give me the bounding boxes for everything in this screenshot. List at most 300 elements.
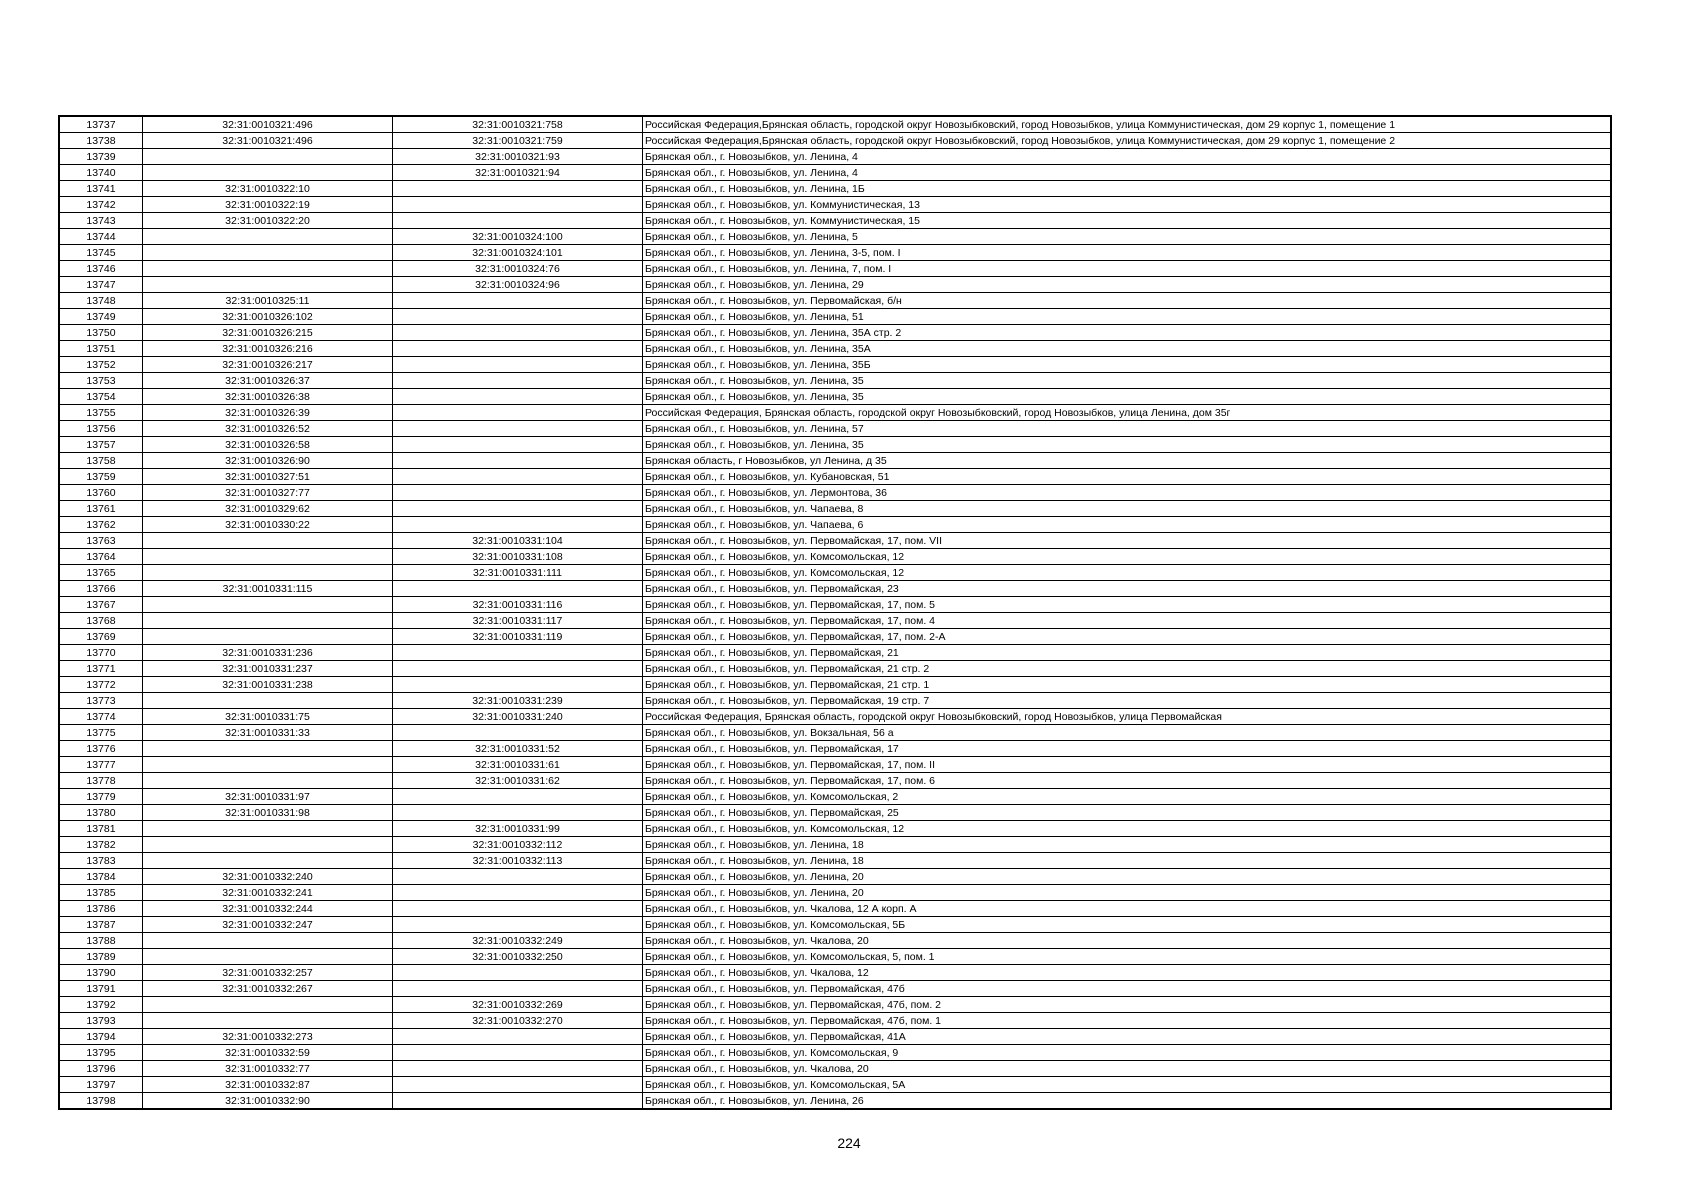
address-cell: Брянская обл., г. Новозыбков, ул. Ленина, 35Б	[643, 357, 1612, 373]
object-number-cell	[393, 1045, 643, 1061]
object-number-cell: 32:31:0010331:62	[393, 773, 643, 789]
table-row	[59, 869, 1611, 885]
parcel-number-cell: 32:31:0010331:236	[143, 645, 393, 661]
object-number-cell	[393, 661, 643, 677]
object-number-cell	[393, 181, 643, 197]
object-number-cell: 32:31:0010331:117	[393, 613, 643, 629]
table-row	[59, 197, 1611, 213]
address-cell: Брянская обл., г. Новозыбков, ул. Ленина, 35А стр. 2	[643, 325, 1612, 341]
address-cell: Брянская область, г Новозыбков, ул Ленина, д 35	[643, 453, 1612, 469]
table-row	[59, 821, 1611, 837]
table-row	[59, 597, 1611, 613]
object-number-cell: 32:31:0010321:93	[393, 149, 643, 165]
page-number: 224	[837, 1135, 861, 1151]
table-row	[59, 357, 1611, 373]
row-number-cell: 13751	[59, 341, 143, 357]
parcel-number-cell: 32:31:0010332:77	[143, 1061, 393, 1077]
parcel-number-cell	[143, 277, 393, 293]
row-number-cell: 13795	[59, 1045, 143, 1061]
table-row	[59, 885, 1611, 901]
table-row	[59, 789, 1611, 805]
parcel-number-cell: 32:31:0010326:38	[143, 389, 393, 405]
parcel-number-cell: 32:31:0010332:241	[143, 885, 393, 901]
row-number-cell: 13756	[59, 421, 143, 437]
row-number-cell: 13774	[59, 709, 143, 725]
parcel-number-cell: 32:31:0010331:97	[143, 789, 393, 805]
table-row	[59, 181, 1611, 197]
object-number-cell	[393, 917, 643, 933]
parcel-number-cell: 32:31:0010329:62	[143, 501, 393, 517]
address-cell: Брянская обл., г. Новозыбков, ул. Первомайская, 25	[643, 805, 1612, 821]
object-number-cell	[393, 1077, 643, 1093]
parcel-number-cell: 32:31:0010332:90	[143, 1093, 393, 1110]
row-number-cell: 13797	[59, 1077, 143, 1093]
address-cell: Брянская обл., г. Новозыбков, ул. Кубановская, 51	[643, 469, 1612, 485]
table-row	[59, 485, 1611, 501]
object-number-cell	[393, 581, 643, 597]
object-number-cell: 32:31:0010331:104	[393, 533, 643, 549]
row-number-cell: 13777	[59, 757, 143, 773]
object-number-cell	[393, 421, 643, 437]
object-number-cell	[393, 789, 643, 805]
address-cell: Российская Федерация,Брянская область, городской округ Новозыбковский, город Новозыбков, улица Коммунистическая, дом 29 корпус 1, помещение 1	[643, 116, 1612, 133]
object-number-cell: 32:31:0010331:119	[393, 629, 643, 645]
address-cell: Брянская обл., г. Новозыбков, ул. Коммунистическая, 13	[643, 197, 1612, 213]
object-number-cell	[393, 437, 643, 453]
parcel-number-cell: 32:31:0010330:22	[143, 517, 393, 533]
address-cell: Брянская обл., г. Новозыбков, ул. Первомайская, б/н	[643, 293, 1612, 309]
object-number-cell: 32:31:0010331:52	[393, 741, 643, 757]
table-row	[59, 213, 1611, 229]
row-number-cell: 13764	[59, 549, 143, 565]
row-number-cell: 13798	[59, 1093, 143, 1110]
parcel-number-cell: 32:31:0010321:496	[143, 116, 393, 133]
table-row	[59, 549, 1611, 565]
object-number-cell	[393, 469, 643, 485]
table-row	[59, 901, 1611, 917]
parcel-number-cell: 32:31:0010326:37	[143, 373, 393, 389]
object-number-cell	[393, 965, 643, 981]
address-cell: Брянская обл., г. Новозыбков, ул. Ленина, 3-5, пом. I	[643, 245, 1612, 261]
address-cell: Брянская обл., г. Новозыбков, ул. Комсомольская, 5Б	[643, 917, 1612, 933]
parcel-number-cell	[143, 261, 393, 277]
address-cell: Российская Федерация,Брянская область, городской округ Новозыбковский, город Новозыбков, улица Коммунистическая, дом 29 корпус 1, помещение 2	[643, 133, 1612, 149]
row-number-cell: 13767	[59, 597, 143, 613]
table-row	[59, 917, 1611, 933]
row-number-cell: 13790	[59, 965, 143, 981]
row-number-cell: 13768	[59, 613, 143, 629]
table-row	[59, 1093, 1611, 1110]
object-number-cell	[393, 901, 643, 917]
object-number-cell	[393, 1029, 643, 1045]
object-number-cell: 32:31:0010331:111	[393, 565, 643, 581]
address-cell: Российская Федерация, Брянская область, городской округ Новозыбковский, город Новозыбков, улица Первомайская	[643, 709, 1612, 725]
parcel-number-cell: 32:31:0010327:51	[143, 469, 393, 485]
row-number-cell: 13739	[59, 149, 143, 165]
address-cell: Брянская обл., г. Новозыбков, ул. Чкалова, 12	[643, 965, 1612, 981]
address-cell: Брянская обл., г. Новозыбков, ул. Ленина, 35	[643, 389, 1612, 405]
parcel-number-cell: 32:31:0010326:90	[143, 453, 393, 469]
address-cell: Брянская обл., г. Новозыбков, ул. Первомайская, 19 стр. 7	[643, 693, 1612, 709]
object-number-cell	[393, 293, 643, 309]
object-number-cell: 32:31:0010324:76	[393, 261, 643, 277]
object-number-cell	[393, 1061, 643, 1077]
parcel-number-cell	[143, 837, 393, 853]
address-cell: Брянская обл., г. Новозыбков, ул. Комсомольская, 2	[643, 789, 1612, 805]
object-number-cell: 32:31:0010321:758	[393, 116, 643, 133]
object-number-cell	[393, 213, 643, 229]
address-cell: Брянская обл., г. Новозыбков, ул. Первомайская, 17, пом. 6	[643, 773, 1612, 789]
parcel-number-cell	[143, 757, 393, 773]
parcel-number-cell	[143, 565, 393, 581]
parcel-number-cell: 32:31:0010332:257	[143, 965, 393, 981]
address-cell: Брянская обл., г. Новозыбков, ул. Чкалова, 20	[643, 933, 1612, 949]
address-cell: Брянская обл., г. Новозыбков, ул. Ленина, 57	[643, 421, 1612, 437]
row-number-cell: 13740	[59, 165, 143, 181]
object-number-cell: 32:31:0010321:94	[393, 165, 643, 181]
address-cell: Брянская обл., г. Новозыбков, ул. Комсомольская, 12	[643, 821, 1612, 837]
object-number-cell	[393, 453, 643, 469]
row-number-cell: 13796	[59, 1061, 143, 1077]
object-number-cell	[393, 485, 643, 501]
object-number-cell	[393, 197, 643, 213]
object-number-cell	[393, 517, 643, 533]
object-number-cell	[393, 805, 643, 821]
table-row	[59, 693, 1611, 709]
table-row	[59, 261, 1611, 277]
row-number-cell: 13792	[59, 997, 143, 1013]
parcel-number-cell	[143, 821, 393, 837]
table-row	[59, 453, 1611, 469]
parcel-number-cell	[143, 597, 393, 613]
parcel-number-cell: 32:31:0010332:273	[143, 1029, 393, 1045]
object-number-cell: 32:31:0010332:112	[393, 837, 643, 853]
address-cell: Брянская обл., г. Новозыбков, ул. Первомайская, 47б	[643, 981, 1612, 997]
object-number-cell	[393, 373, 643, 389]
parcel-number-cell	[143, 853, 393, 869]
table-row	[59, 405, 1611, 421]
address-cell: Брянская обл., г. Новозыбков, ул. Первомайская, 47б, пом. 1	[643, 1013, 1612, 1029]
parcel-number-cell: 32:31:0010326:102	[143, 309, 393, 325]
object-number-cell: 32:31:0010332:270	[393, 1013, 643, 1029]
row-number-cell: 13769	[59, 629, 143, 645]
table-row	[59, 469, 1611, 485]
address-cell: Брянская обл., г. Новозыбков, ул. Вокзальная, 56 а	[643, 725, 1612, 741]
address-cell: Брянская обл., г. Новозыбков, ул. Чапаева, 8	[643, 501, 1612, 517]
object-number-cell: 32:31:0010331:61	[393, 757, 643, 773]
row-number-cell: 13793	[59, 1013, 143, 1029]
table-row	[59, 229, 1611, 245]
address-cell: Брянская обл., г. Новозыбков, ул. Ленина, 5	[643, 229, 1612, 245]
registry-table	[58, 115, 1612, 1110]
parcel-number-cell	[143, 773, 393, 789]
table-row	[59, 341, 1611, 357]
row-number-cell: 13772	[59, 677, 143, 693]
parcel-number-cell: 32:31:0010332:59	[143, 1045, 393, 1061]
object-number-cell	[393, 885, 643, 901]
parcel-number-cell	[143, 741, 393, 757]
object-number-cell	[393, 405, 643, 421]
table-row	[59, 725, 1611, 741]
address-cell: Брянская обл., г. Новозыбков, ул. Первомайская, 17, пом. VII	[643, 533, 1612, 549]
registry-table-body	[59, 116, 1611, 1109]
row-number-cell: 13765	[59, 565, 143, 581]
row-number-cell: 13778	[59, 773, 143, 789]
row-number-cell: 13759	[59, 469, 143, 485]
parcel-number-cell	[143, 949, 393, 965]
object-number-cell	[393, 325, 643, 341]
object-number-cell: 32:31:0010331:116	[393, 597, 643, 613]
row-number-cell: 13771	[59, 661, 143, 677]
table-row	[59, 309, 1611, 325]
object-number-cell: 32:31:0010324:101	[393, 245, 643, 261]
address-cell: Брянская обл., г. Новозыбков, ул. Первомайская, 41А	[643, 1029, 1612, 1045]
parcel-number-cell: 32:31:0010326:215	[143, 325, 393, 341]
parcel-number-cell: 32:31:0010331:33	[143, 725, 393, 741]
parcel-number-cell: 32:31:0010331:238	[143, 677, 393, 693]
row-number-cell: 13788	[59, 933, 143, 949]
address-cell: Брянская обл., г. Новозыбков, ул. Ленина, 51	[643, 309, 1612, 325]
address-cell: Брянская обл., г. Новозыбков, ул. Первомайская, 23	[643, 581, 1612, 597]
object-number-cell	[393, 309, 643, 325]
parcel-number-cell: 32:31:0010325:11	[143, 293, 393, 309]
object-number-cell: 32:31:0010331:240	[393, 709, 643, 725]
row-number-cell: 13746	[59, 261, 143, 277]
row-number-cell: 13770	[59, 645, 143, 661]
table-row	[59, 373, 1611, 389]
table-row	[59, 933, 1611, 949]
row-number-cell: 13763	[59, 533, 143, 549]
object-number-cell: 32:31:0010324:100	[393, 229, 643, 245]
table-row	[59, 741, 1611, 757]
row-number-cell: 13781	[59, 821, 143, 837]
parcel-number-cell: 32:31:0010331:115	[143, 581, 393, 597]
object-number-cell	[393, 677, 643, 693]
row-number-cell: 13787	[59, 917, 143, 933]
parcel-number-cell: 32:31:0010331:75	[143, 709, 393, 725]
address-cell: Брянская обл., г. Новозыбков, ул. Первомайская, 47б, пом. 2	[643, 997, 1612, 1013]
object-number-cell: 32:31:0010331:108	[393, 549, 643, 565]
table-row	[59, 1013, 1611, 1029]
table-row	[59, 325, 1611, 341]
table-row	[59, 837, 1611, 853]
table-row	[59, 1061, 1611, 1077]
row-number-cell: 13791	[59, 981, 143, 997]
address-cell: Брянская обл., г. Новозыбков, ул. Ленина, 1Б	[643, 181, 1612, 197]
row-number-cell: 13742	[59, 197, 143, 213]
object-number-cell	[393, 357, 643, 373]
address-cell: Брянская обл., г. Новозыбков, ул. Ленина, 4	[643, 165, 1612, 181]
address-cell: Брянская обл., г. Новозыбков, ул. Первомайская, 21 стр. 2	[643, 661, 1612, 677]
parcel-number-cell: 32:31:0010332:240	[143, 869, 393, 885]
object-number-cell	[393, 501, 643, 517]
address-cell: Брянская обл., г. Новозыбков, ул. Чкалова, 20	[643, 1061, 1612, 1077]
table-row	[59, 613, 1611, 629]
table-row	[59, 805, 1611, 821]
object-number-cell: 32:31:0010331:99	[393, 821, 643, 837]
address-cell: Брянская обл., г. Новозыбков, ул. Первомайская, 21 стр. 1	[643, 677, 1612, 693]
table-row	[59, 133, 1611, 149]
object-number-cell	[393, 341, 643, 357]
parcel-number-cell	[143, 245, 393, 261]
table-row	[59, 981, 1611, 997]
parcel-number-cell: 32:31:0010331:98	[143, 805, 393, 821]
table-row	[59, 965, 1611, 981]
address-cell: Брянская обл., г. Новозыбков, ул. Ленина, 18	[643, 853, 1612, 869]
row-number-cell: 13743	[59, 213, 143, 229]
parcel-number-cell	[143, 533, 393, 549]
object-number-cell: 32:31:0010321:759	[393, 133, 643, 149]
table-row	[59, 997, 1611, 1013]
parcel-number-cell: 32:31:0010326:52	[143, 421, 393, 437]
address-cell: Брянская обл., г. Новозыбков, ул. Ленина, 18	[643, 837, 1612, 853]
row-number-cell: 13750	[59, 325, 143, 341]
table-row	[59, 1077, 1611, 1093]
table-row	[59, 389, 1611, 405]
row-number-cell: 13745	[59, 245, 143, 261]
object-number-cell: 32:31:0010332:269	[393, 997, 643, 1013]
parcel-number-cell	[143, 933, 393, 949]
parcel-number-cell	[143, 693, 393, 709]
parcel-number-cell: 32:31:0010327:77	[143, 485, 393, 501]
object-number-cell: 32:31:0010331:239	[393, 693, 643, 709]
object-number-cell: 32:31:0010332:113	[393, 853, 643, 869]
table-row	[59, 277, 1611, 293]
address-cell: Брянская обл., г. Новозыбков, ул. Ленина, 29	[643, 277, 1612, 293]
table-row	[59, 533, 1611, 549]
parcel-number-cell	[143, 997, 393, 1013]
parcel-number-cell: 32:31:0010321:496	[143, 133, 393, 149]
address-cell: Брянская обл., г. Новозыбков, ул. Чапаева, 6	[643, 517, 1612, 533]
address-cell: Брянская обл., г. Новозыбков, ул. Ленина, 35А	[643, 341, 1612, 357]
row-number-cell: 13783	[59, 853, 143, 869]
parcel-number-cell	[143, 229, 393, 245]
address-cell: Брянская обл., г. Новозыбков, ул. Ленина, 35	[643, 437, 1612, 453]
object-number-cell	[393, 645, 643, 661]
parcel-number-cell: 32:31:0010322:19	[143, 197, 393, 213]
parcel-number-cell	[143, 1013, 393, 1029]
parcel-number-cell	[143, 613, 393, 629]
address-cell: Российская Федерация, Брянская область, городской округ Новозыбковский, город Новозыбков, улица Ленина, дом 35г	[643, 405, 1612, 421]
table-row	[59, 501, 1611, 517]
address-cell: Брянская обл., г. Новозыбков, ул. Ленина, 26	[643, 1093, 1612, 1110]
row-number-cell: 13773	[59, 693, 143, 709]
address-cell: Брянская обл., г. Новозыбков, ул. Ленина, 20	[643, 869, 1612, 885]
object-number-cell	[393, 725, 643, 741]
address-cell: Брянская обл., г. Новозыбков, ул. Комсомольская, 9	[643, 1045, 1612, 1061]
address-cell: Брянская обл., г. Новозыбков, ул. Ленина, 35	[643, 373, 1612, 389]
row-number-cell: 13775	[59, 725, 143, 741]
row-number-cell: 13749	[59, 309, 143, 325]
table-row	[59, 1029, 1611, 1045]
parcel-number-cell: 32:31:0010322:20	[143, 213, 393, 229]
parcel-number-cell: 32:31:0010326:217	[143, 357, 393, 373]
row-number-cell: 13785	[59, 885, 143, 901]
row-number-cell: 13784	[59, 869, 143, 885]
address-cell: Брянская обл., г. Новозыбков, ул. Чкалова, 12 А корп. А	[643, 901, 1612, 917]
parcel-number-cell: 32:31:0010326:39	[143, 405, 393, 421]
parcel-number-cell: 32:31:0010326:216	[143, 341, 393, 357]
row-number-cell: 13748	[59, 293, 143, 309]
address-cell: Брянская обл., г. Новозыбков, ул. Коммунистическая, 15	[643, 213, 1612, 229]
row-number-cell: 13766	[59, 581, 143, 597]
address-cell: Брянская обл., г. Новозыбков, ул. Первомайская, 17, пом. 4	[643, 613, 1612, 629]
table-row	[59, 116, 1611, 133]
object-number-cell	[393, 869, 643, 885]
address-cell: Брянская обл., г. Новозыбков, ул. Комсомольская, 5, пом. 1	[643, 949, 1612, 965]
parcel-number-cell: 32:31:0010331:237	[143, 661, 393, 677]
parcel-number-cell: 32:31:0010322:10	[143, 181, 393, 197]
row-number-cell: 13752	[59, 357, 143, 373]
row-number-cell: 13760	[59, 485, 143, 501]
parcel-number-cell: 32:31:0010332:247	[143, 917, 393, 933]
row-number-cell: 13753	[59, 373, 143, 389]
row-number-cell: 13794	[59, 1029, 143, 1045]
parcel-number-cell	[143, 549, 393, 565]
table-row	[59, 757, 1611, 773]
table-row	[59, 1045, 1611, 1061]
object-number-cell	[393, 1093, 643, 1110]
row-number-cell: 13744	[59, 229, 143, 245]
row-number-cell: 13786	[59, 901, 143, 917]
row-number-cell: 13789	[59, 949, 143, 965]
row-number-cell: 13747	[59, 277, 143, 293]
table-row	[59, 149, 1611, 165]
table-row	[59, 853, 1611, 869]
address-cell: Брянская обл., г. Новозыбков, ул. Ленина, 20	[643, 885, 1612, 901]
parcel-number-cell	[143, 629, 393, 645]
address-cell: Брянская обл., г. Новозыбков, ул. Первомайская, 17, пом. 2-А	[643, 629, 1612, 645]
row-number-cell: 13779	[59, 789, 143, 805]
object-number-cell	[393, 389, 643, 405]
row-number-cell: 13780	[59, 805, 143, 821]
table-row	[59, 165, 1611, 181]
table-row	[59, 949, 1611, 965]
address-cell: Брянская обл., г. Новозыбков, ул. Первомайская, 17, пом. 5	[643, 597, 1612, 613]
object-number-cell	[393, 981, 643, 997]
address-cell: Брянская обл., г. Новозыбков, ул. Ленина, 4	[643, 149, 1612, 165]
table-row	[59, 517, 1611, 533]
table-row	[59, 709, 1611, 725]
row-number-cell: 13741	[59, 181, 143, 197]
parcel-number-cell: 32:31:0010326:58	[143, 437, 393, 453]
address-cell: Брянская обл., г. Новозыбков, ул. Первомайская, 17	[643, 741, 1612, 757]
object-number-cell: 32:31:0010324:96	[393, 277, 643, 293]
table-row	[59, 421, 1611, 437]
parcel-number-cell: 32:31:0010332:87	[143, 1077, 393, 1093]
address-cell: Брянская обл., г. Новозыбков, ул. Ленина, 7, пом. I	[643, 261, 1612, 277]
row-number-cell: 13776	[59, 741, 143, 757]
row-number-cell: 13762	[59, 517, 143, 533]
table-row	[59, 437, 1611, 453]
address-cell: Брянская обл., г. Новозыбков, ул. Комсомольская, 5А	[643, 1077, 1612, 1093]
parcel-number-cell: 32:31:0010332:267	[143, 981, 393, 997]
table-row	[59, 565, 1611, 581]
row-number-cell: 13754	[59, 389, 143, 405]
parcel-number-cell	[143, 149, 393, 165]
table-row	[59, 677, 1611, 693]
address-cell: Брянская обл., г. Новозыбков, ул. Лермонтова, 36	[643, 485, 1612, 501]
table-row	[59, 645, 1611, 661]
table-row	[59, 293, 1611, 309]
row-number-cell: 13737	[59, 116, 143, 133]
table-row	[59, 773, 1611, 789]
object-number-cell: 32:31:0010332:250	[393, 949, 643, 965]
table-row	[59, 661, 1611, 677]
object-number-cell: 32:31:0010332:249	[393, 933, 643, 949]
row-number-cell: 13782	[59, 837, 143, 853]
table-row	[59, 629, 1611, 645]
